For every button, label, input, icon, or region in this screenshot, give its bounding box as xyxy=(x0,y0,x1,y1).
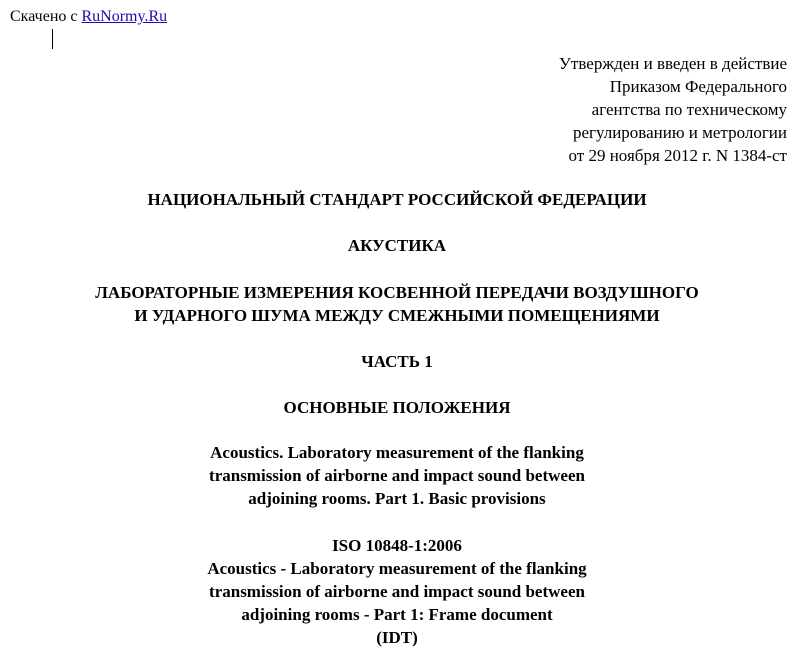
subject-text: АКУСТИКА xyxy=(347,236,447,255)
approval-line: от 29 ноября 2012 г. N 1384-ст xyxy=(568,146,787,165)
part-name-text: ОСНОВНЫЕ ПОЛОЖЕНИЯ xyxy=(283,398,511,417)
english-title-line: Acoustics. Laboratory measurement of the flanking xyxy=(210,443,584,462)
standard-type xyxy=(0,188,794,211)
iso-title-line: Acoustics - Laboratory measurement of the flanking xyxy=(207,559,587,578)
approval-line: Утвержден и введен в действие xyxy=(558,54,787,73)
source-line xyxy=(10,7,167,27)
iso-title-line: transmission of airborne and impact sound between xyxy=(209,582,585,601)
part-text: ЧАСТЬ 1 xyxy=(361,352,433,371)
standard-name-line: И УДАРНОГО ШУМА МЕЖДУ СМЕЖНЫМИ ПОМЕЩЕНИЯМИ xyxy=(134,306,660,325)
iso-block xyxy=(0,534,794,649)
standard-type-text: НАЦИОНАЛЬНЫЙ СТАНДАРТ РОССИЙСКОЙ ФЕДЕРАЦИИ xyxy=(147,190,647,209)
part-heading xyxy=(0,350,794,373)
source-prefix: Скачено с xyxy=(10,8,82,25)
part-name-heading xyxy=(0,396,794,419)
iso-equivalence: (IDT) xyxy=(376,628,418,647)
source-link[interactable]: RuNormy.Ru xyxy=(81,8,168,25)
approval-line: Приказом Федерального xyxy=(609,77,787,96)
standard-name-line: ЛАБОРАТОРНЫЕ ИЗМЕРЕНИЯ КОСВЕННОЙ ПЕРЕДАЧИ ВОЗДУШНОГО xyxy=(95,283,699,302)
text-cursor xyxy=(52,29,53,49)
english-title xyxy=(0,441,794,510)
subject-heading xyxy=(0,234,794,257)
iso-code: ISO 10848-1:2006 xyxy=(332,536,462,555)
iso-title-line: adjoining rooms - Part 1: Frame document xyxy=(241,605,553,624)
standard-name xyxy=(0,281,794,327)
english-title-line: adjoining rooms. Part 1. Basic provisions xyxy=(248,489,546,508)
approval-line: регулированию и метрологии xyxy=(572,123,787,142)
approval-line: агентства по техническому xyxy=(591,100,787,119)
approval-block xyxy=(427,52,787,167)
english-title-line: transmission of airborne and impact sound between xyxy=(209,466,585,485)
